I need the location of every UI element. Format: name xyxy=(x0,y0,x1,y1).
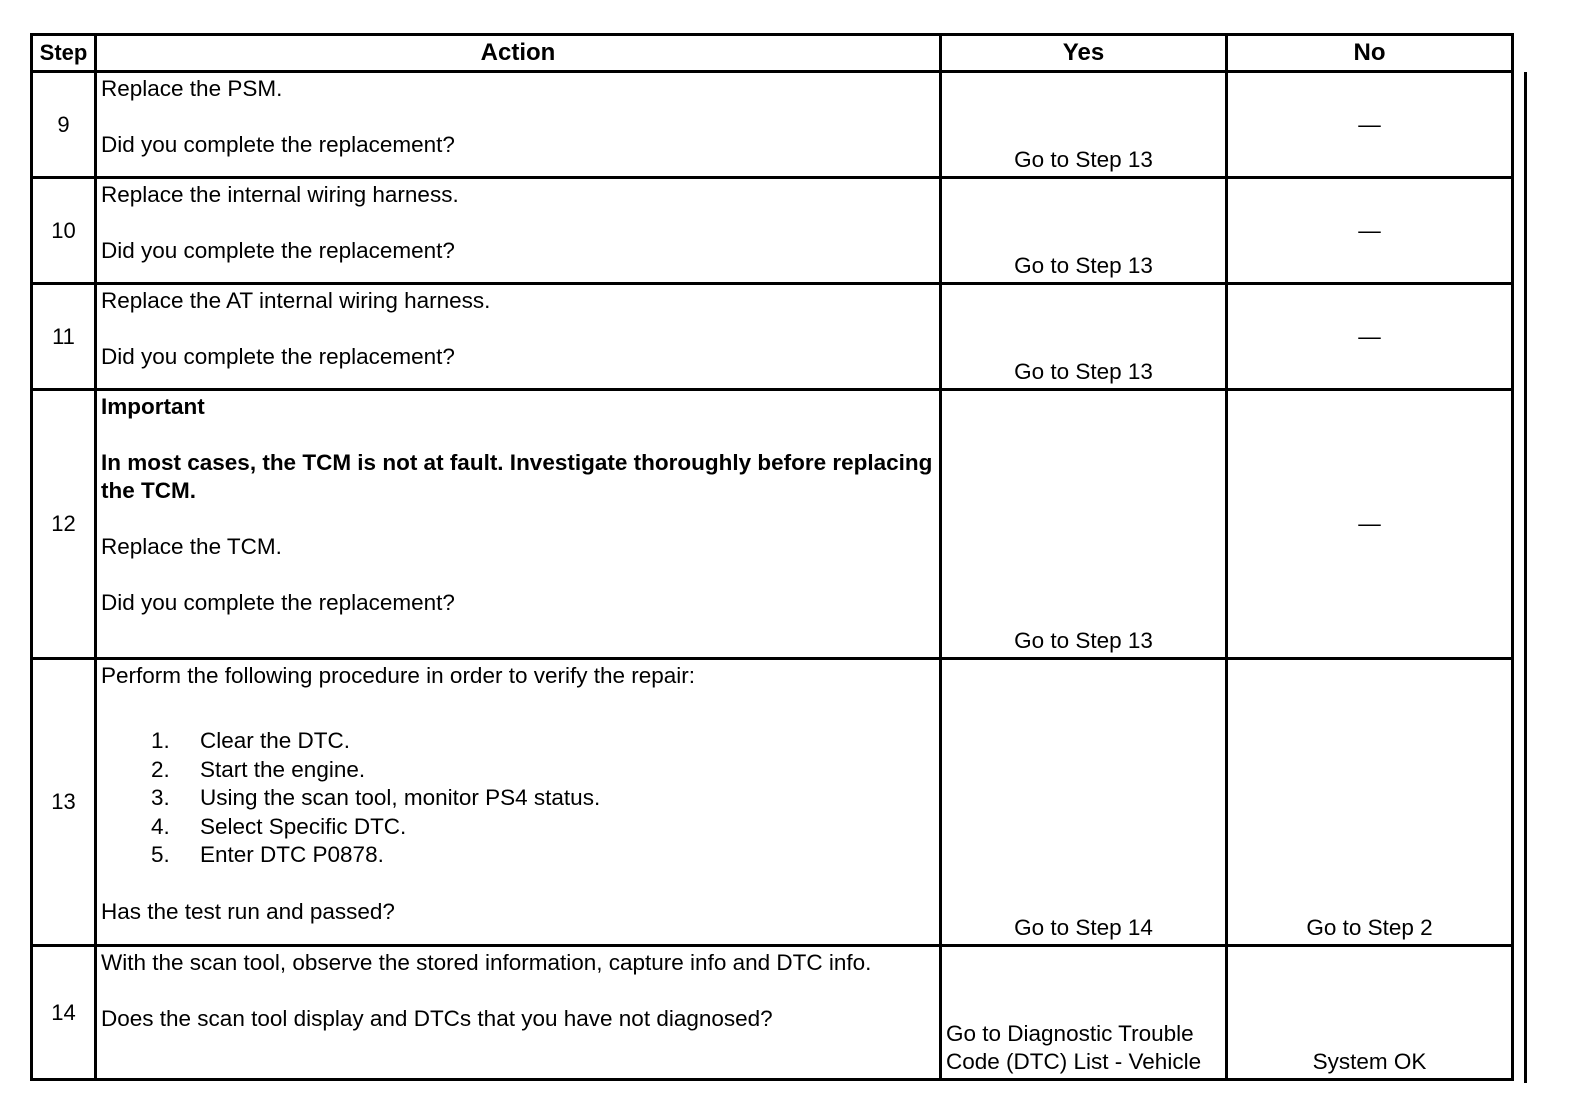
yes-cell xyxy=(941,72,1227,178)
yes-cell xyxy=(941,659,1227,946)
important-title: Important xyxy=(101,394,205,419)
no-cell xyxy=(1227,659,1513,946)
no-cell xyxy=(1227,72,1513,178)
list-item: 1. Clear the DTC. xyxy=(151,728,351,753)
no-cell xyxy=(1227,946,1513,1080)
header-yes: Yes xyxy=(941,35,1227,72)
no-text: System OK xyxy=(1312,1049,1427,1074)
diagnostic-table xyxy=(30,33,1531,1081)
no-text: — xyxy=(1358,323,1381,349)
yes-cell xyxy=(941,284,1227,390)
no-text: Go to Step 2 xyxy=(1306,915,1433,940)
action-cell xyxy=(96,178,941,284)
yes-text: Go to Step 13 xyxy=(1014,359,1153,384)
table-row xyxy=(32,659,1530,946)
step-number: 14 xyxy=(32,946,96,1080)
table-header-row xyxy=(32,35,1530,72)
header-no: No xyxy=(1227,35,1513,72)
action-question: Did you complete the replacement? xyxy=(101,238,455,263)
action-cell xyxy=(96,72,941,178)
table-row xyxy=(32,72,1530,178)
important-text: In most cases, the TCM is not at fault. Investigate thoroughly before replacing the TCM. xyxy=(101,450,933,503)
no-text: — xyxy=(1358,111,1381,137)
no-text: — xyxy=(1358,217,1381,243)
yes-cell xyxy=(941,390,1227,659)
table-right-rule xyxy=(1524,72,1527,1083)
yes-cell xyxy=(941,946,1227,1080)
list-item: 2. Start the engine. xyxy=(151,756,366,782)
no-text: — xyxy=(1358,511,1381,536)
action-question: Did you complete the replacement? xyxy=(101,344,455,369)
yes-text: Go to Step 13 xyxy=(1014,628,1153,653)
yes-text: Go to Step 13 xyxy=(1014,147,1153,172)
yes-cell xyxy=(941,178,1227,284)
action-text: Replace the AT internal wiring harness. xyxy=(101,288,491,313)
yes-text: Go to Step 13 xyxy=(1014,253,1153,278)
yes-text: Go to Step 14 xyxy=(1014,915,1153,940)
table-row xyxy=(32,178,1530,284)
action-question: Did you complete the replacement? xyxy=(101,132,455,157)
step-number: 11 xyxy=(32,284,96,390)
action-text: Replace the TCM. xyxy=(101,534,282,559)
action-cell xyxy=(96,390,941,659)
yes-text: Go to Diagnostic Trouble Code (DTC) List - Vehicle xyxy=(946,1021,1202,1074)
action-cell xyxy=(96,946,941,1080)
table-row xyxy=(32,284,1530,390)
step-number: 10 xyxy=(32,178,96,284)
action-cell xyxy=(96,659,941,946)
header-spacer xyxy=(1513,35,1530,72)
action-text: Replace the PSM. xyxy=(101,76,283,101)
procedure-list xyxy=(101,727,935,870)
step-number: 9 xyxy=(32,72,96,178)
step-number: 13 xyxy=(32,659,96,946)
action-question: Did you complete the replacement? xyxy=(101,590,455,615)
no-cell xyxy=(1227,178,1513,284)
list-item: 3. Using the scan tool, monitor PS4 status. xyxy=(151,785,601,810)
header-action: Action xyxy=(96,35,941,72)
action-text: Replace the internal wiring harness. xyxy=(101,182,459,207)
action-question: Does the scan tool display and DTCs that you have not diagnosed? xyxy=(101,1006,773,1031)
action-text: Perform the following procedure in order to verify the repair: xyxy=(101,663,696,688)
no-cell xyxy=(1227,390,1513,659)
action-question: Has the test run and passed? xyxy=(101,898,395,924)
table-row xyxy=(32,946,1530,1080)
list-item: 5. Enter DTC P0878. xyxy=(151,842,384,867)
table-row xyxy=(32,390,1530,659)
action-text: With the scan tool, observe the stored information, capture info and DTC info. xyxy=(101,950,872,975)
no-cell xyxy=(1227,284,1513,390)
header-step: Step xyxy=(32,35,96,72)
action-cell xyxy=(96,284,941,390)
list-item: 4. Select Specific DTC. xyxy=(151,813,407,839)
step-number: 12 xyxy=(32,390,96,659)
